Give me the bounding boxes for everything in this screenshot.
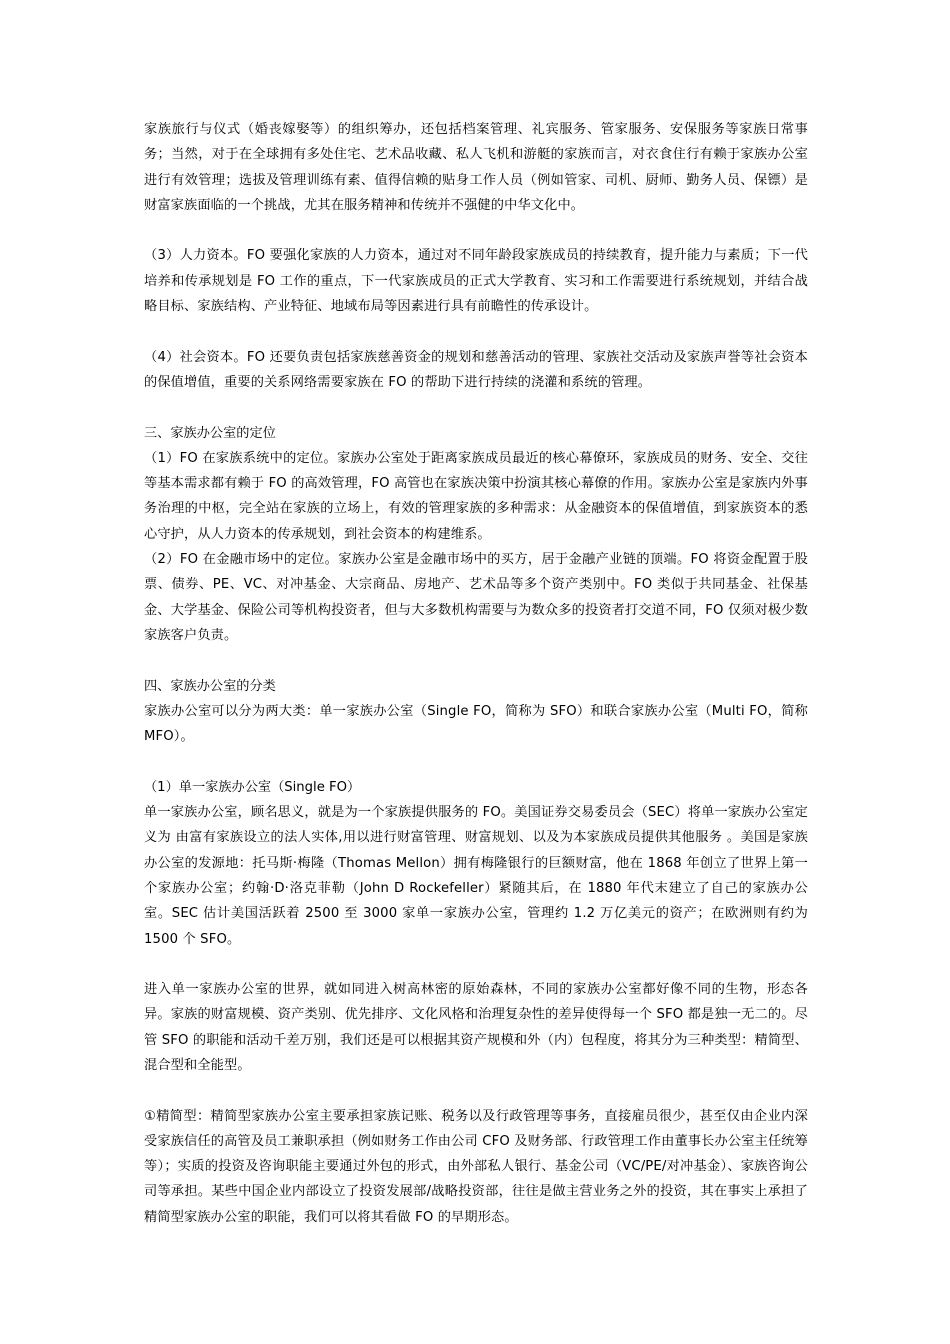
document-page	[144, 117, 808, 1230]
section-heading-classification: 四、家族办公室的分类	[144, 678, 276, 694]
paragraph-social-capital: （4）社会资本。FO 还要负责包括家族慈善资金的规划和慈善活动的管理、家族社交活动及家族声誉等社会资本的保值增值，重要的关系网络需要家族在 FO 的帮助下进行持续的浇灌和系统的管理。	[144, 349, 808, 390]
paragraph-positioning-financial-market: （2）FO 在金融市场中的定位。家族办公室是金融市场中的买方，居于金融产业链的顶端。FO 将资金配置于股票、债券、PE、VC、对冲基金、大宗商品、房地产、艺术品等多个资产类别中。FO 类似于共同基金、社保基金、大学基金、保险公司等机构投资者，但与大多数机构需要与为数众多的投资者打交道不同，FO 仅须对极少数家族客户负责。	[144, 552, 808, 643]
paragraph-classification-intro: 家族办公室可以分为两大类：单一家族办公室（Single FO，简称为 SFO）和联合家族办公室（Multi FO，简称 MFO）。	[144, 703, 808, 745]
paragraph-gap	[144, 395, 808, 420]
paragraph-gap	[144, 1078, 808, 1103]
paragraph-gap	[144, 749, 808, 774]
subheading-single-fo: （1）单一家族办公室（Single FO）	[144, 779, 361, 795]
section-heading-positioning: 三、家族办公室的定位	[144, 425, 276, 441]
paragraph-positioning-family-system: （1）FO 在家族系统中的定位。家族办公室处于距离家族成员最近的核心幕僚环，家族成员的财务、安全、交往等基本需求都有赖于 FO 的高效管理，FO 高管也在家族决策中扮演其核心幕僚的作用。家族办公室是家族内外事务治理的中枢，完全站在家族的立场上，有效的管理家族的多种需求：从金融资本的保值增值，到家族资本的悉心守护，从人力资本的传承规划，到社会资本的构建维系。	[144, 450, 808, 542]
paragraph-gap	[144, 952, 808, 977]
paragraph-gap	[144, 218, 808, 243]
paragraph-lean-sfo: ①精简型：精简型家族办公室主要承担家族记账、税务以及行政管理等事务，直接雇员很少，甚至仅由企业内深受家族信任的高管及员工兼职承担（例如财务工作由公司 CFO 及财务部、行政管理工作由董事长办公室主任统筹等）；实质的投资及咨询职能主要通过外包的形式，由外部私人银行、基金公司（VC/PE/对冲基金）、家族咨询公司等承担。某些中国企业内部设立了投资发展部/战略投资部，往往是做主营业务之外的投资，其在事实上承担了精简型家族办公室的职能，我们可以将其看做 FO 的早期形态。	[144, 1108, 808, 1225]
paragraph-single-fo-definition: 单一家族办公室，顾名思义，就是为一个家族提供服务的 FO。美国证券交易委员会（SEC）将单一家族办公室定义为 由富有家族设立的法人实体,用以进行财富管理、财富规划、以及为本家族成员提供其他服务 。美国是家族办公室的发源地：托马斯·梅隆（Thomas Mellon）拥有梅隆银行的巨额财富，他在 1868 年创立了世界上第一个家族办公室；约翰·D·洛克菲勒（John D Rockefeller）紧随其后，在 1880 年代末建立了自己的家族办公室。SEC 估计美国活跃着 2500 至 3000 家单一家族办公室，管理约 1.2 万亿美元的资产；在欧洲则有约为 1500 个 SFO。	[144, 805, 808, 947]
paragraph-gap	[144, 648, 808, 673]
paragraph-gap	[144, 319, 808, 344]
paragraph-sfo-types: 进入单一家族办公室的世界，就如同进入树高林密的原始森林，不同的家族办公室都好像不同的生物，形态各异。家族的财富规模、资产类别、优先排序、文化风格和治理复杂性的差异使得每一个 SFO 都是独一无二的。尽管 SFO 的职能和活动千差万别，我们还是可以根据其资产规模和外（内）包程度，将其分为三种类型：精简型、混合型和全能型。	[144, 982, 808, 1073]
paragraph-family-affairs: 家族旅行与仪式（婚丧嫁娶等）的组织筹办，还包括档案管理、礼宾服务、管家服务、安保服务等家族日常事务；当然，对于在全球拥有多处住宅、艺术品收藏、私人飞机和游艇的家族而言，对衣食住行有赖于家族办公室进行有效管理；选拔及管理训练有素、值得信赖的贴身工作人员（例如管家、司机、厨师、勤务人员、保镖）是财富家族面临的一个挑战，尤其在服务精神和传统并不强健的中华文化中。	[144, 122, 808, 213]
paragraph-human-capital: （3）人力资本。FO 要强化家族的人力资本，通过对不同年龄段家族成员的持续教育，提升能力与素质；下一代培养和传承规划是 FO 工作的重点，下一代家族成员的正式大学教育、实习和工作需要进行系统规划，并结合战略目标、家族结构、产业特征、地域布局等因素进行具有前瞻性的传承设计。	[144, 248, 808, 315]
